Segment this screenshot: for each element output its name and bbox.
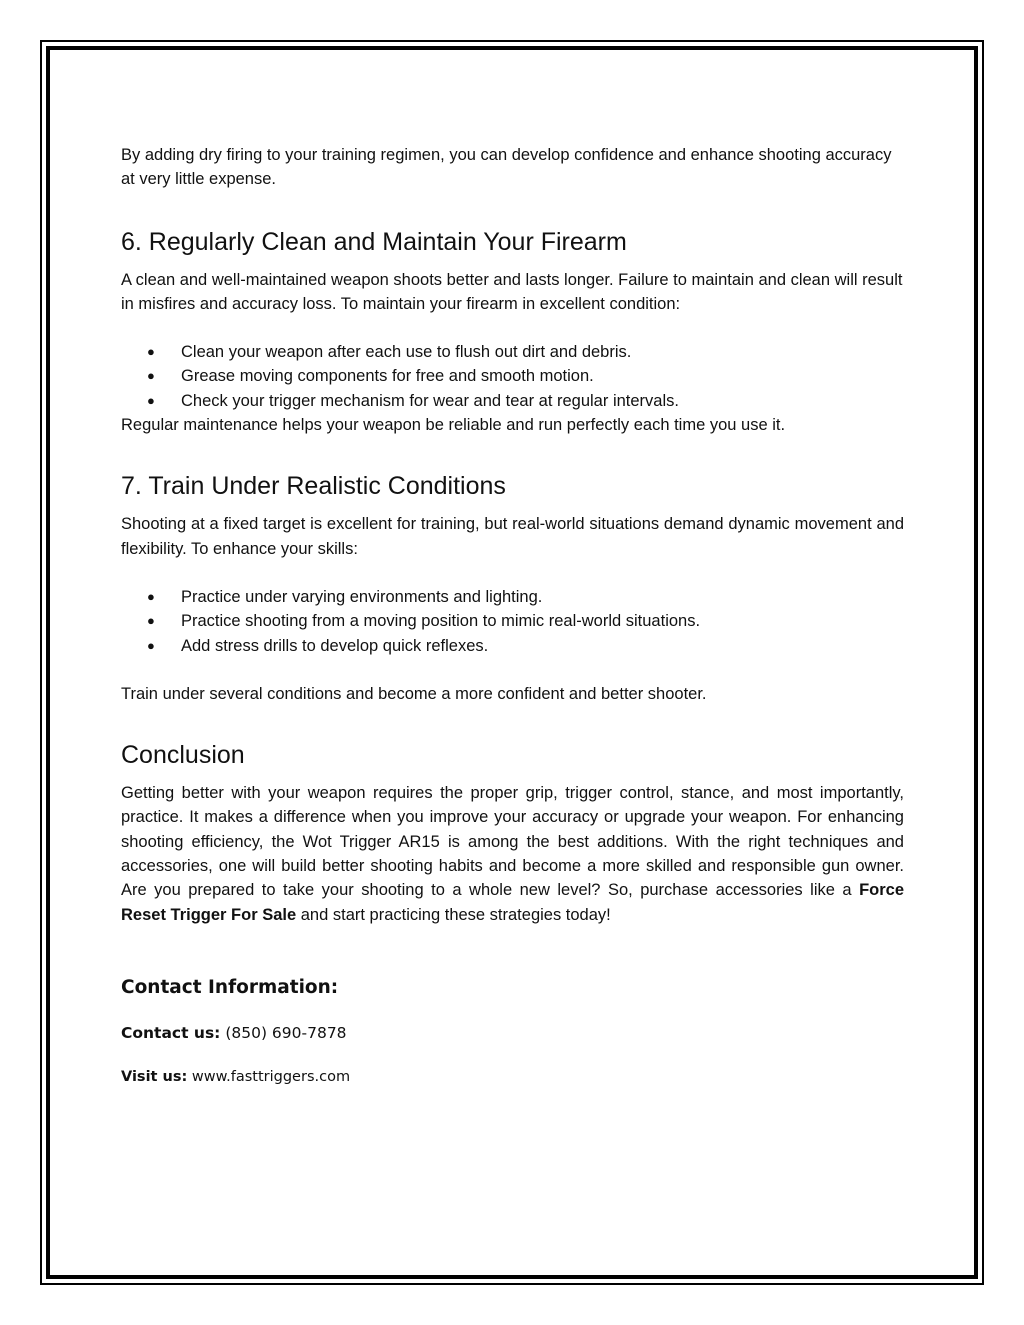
conclusion-heading: Conclusion: [121, 741, 245, 770]
contact-phone-line: [121, 1022, 904, 1044]
bullet-icon: ●: [147, 344, 155, 360]
intro-paragraph: By adding dry firing to your training regimen, you can develop confidence and enhance shooting accuracy at very little expense.: [121, 146, 892, 189]
list-item: ● Practice under varying environments and lighting.: [121, 585, 904, 609]
contact-website-label: Visit us:: [121, 1068, 188, 1085]
contact-heading: Contact Information:: [121, 976, 339, 998]
list-item: ● Check your trigger mechanism for wear and tear at regular intervals.: [121, 389, 904, 413]
bullet-icon: ●: [147, 637, 155, 653]
contact-phone-label: Contact us:: [121, 1023, 221, 1042]
section-7-heading: 7. Train Under Realistic Conditions: [121, 472, 506, 501]
bullet-icon: ●: [147, 613, 155, 629]
bullet-icon: ●: [147, 392, 155, 408]
contact-website-line: [121, 1066, 904, 1088]
list-item: ● Clean your weapon after each use to flush out dirt and debris.: [121, 340, 904, 364]
website-link[interactable]: www.fasttriggers.com: [187, 1068, 351, 1085]
section-6-bullet-list: [121, 340, 904, 413]
bullet-icon: ●: [147, 368, 155, 384]
section-7-closing: Train under several conditions and become a more confident and better shooter.: [121, 684, 707, 703]
list-item: ● Add stress drills to develop quick reflexes.: [121, 634, 904, 658]
document-body: [121, 143, 904, 1088]
section-6-heading: 6. Regularly Clean and Maintain Your Firearm: [121, 227, 627, 256]
list-item: ● Grease moving components for free and smooth motion.: [121, 364, 904, 388]
contact-phone[interactable]: (850) 690-7878: [220, 1023, 347, 1042]
list-item: ● Practice shooting from a moving position to mimic real-world situations.: [121, 609, 904, 633]
section-6-closing: Regular maintenance helps your weapon be reliable and run perfectly each time you use it.: [121, 416, 786, 435]
force-reset-trigger-link[interactable]: Force Reset Trigger For Sale: [121, 881, 904, 924]
bullet-icon: ●: [147, 588, 155, 604]
section-7-paragraph: Shooting at a fixed target is excellent for training, but real-world situations demand dynamic movement and flexibility. To enhance your skills:: [121, 515, 904, 558]
section-6-paragraph: A clean and well-maintained weapon shoots better and lasts longer. Failure to maintain and clean will result in misfires and accuracy loss. To maintain your firearm in excellent condition:: [121, 270, 903, 313]
section-7-bullet-list: [121, 585, 904, 658]
conclusion-paragraph: Getting better with your weapon requires the proper grip, trigger control, stance, and most importantly, practice. It makes a difference when you improve your accuracy or upgrade your weapon. For enhancing shooting efficiency, the Wot Trigger AR15 is among the best additions. With the right techniques and accessories, one will build better shooting habits and become a more skilled and responsible gun owner. Are you prepared to take your shooting to a whole new level? So, purchase accessories like a Force Reset Trigger For Sale and start practicing these strategies today!: [121, 784, 904, 924]
